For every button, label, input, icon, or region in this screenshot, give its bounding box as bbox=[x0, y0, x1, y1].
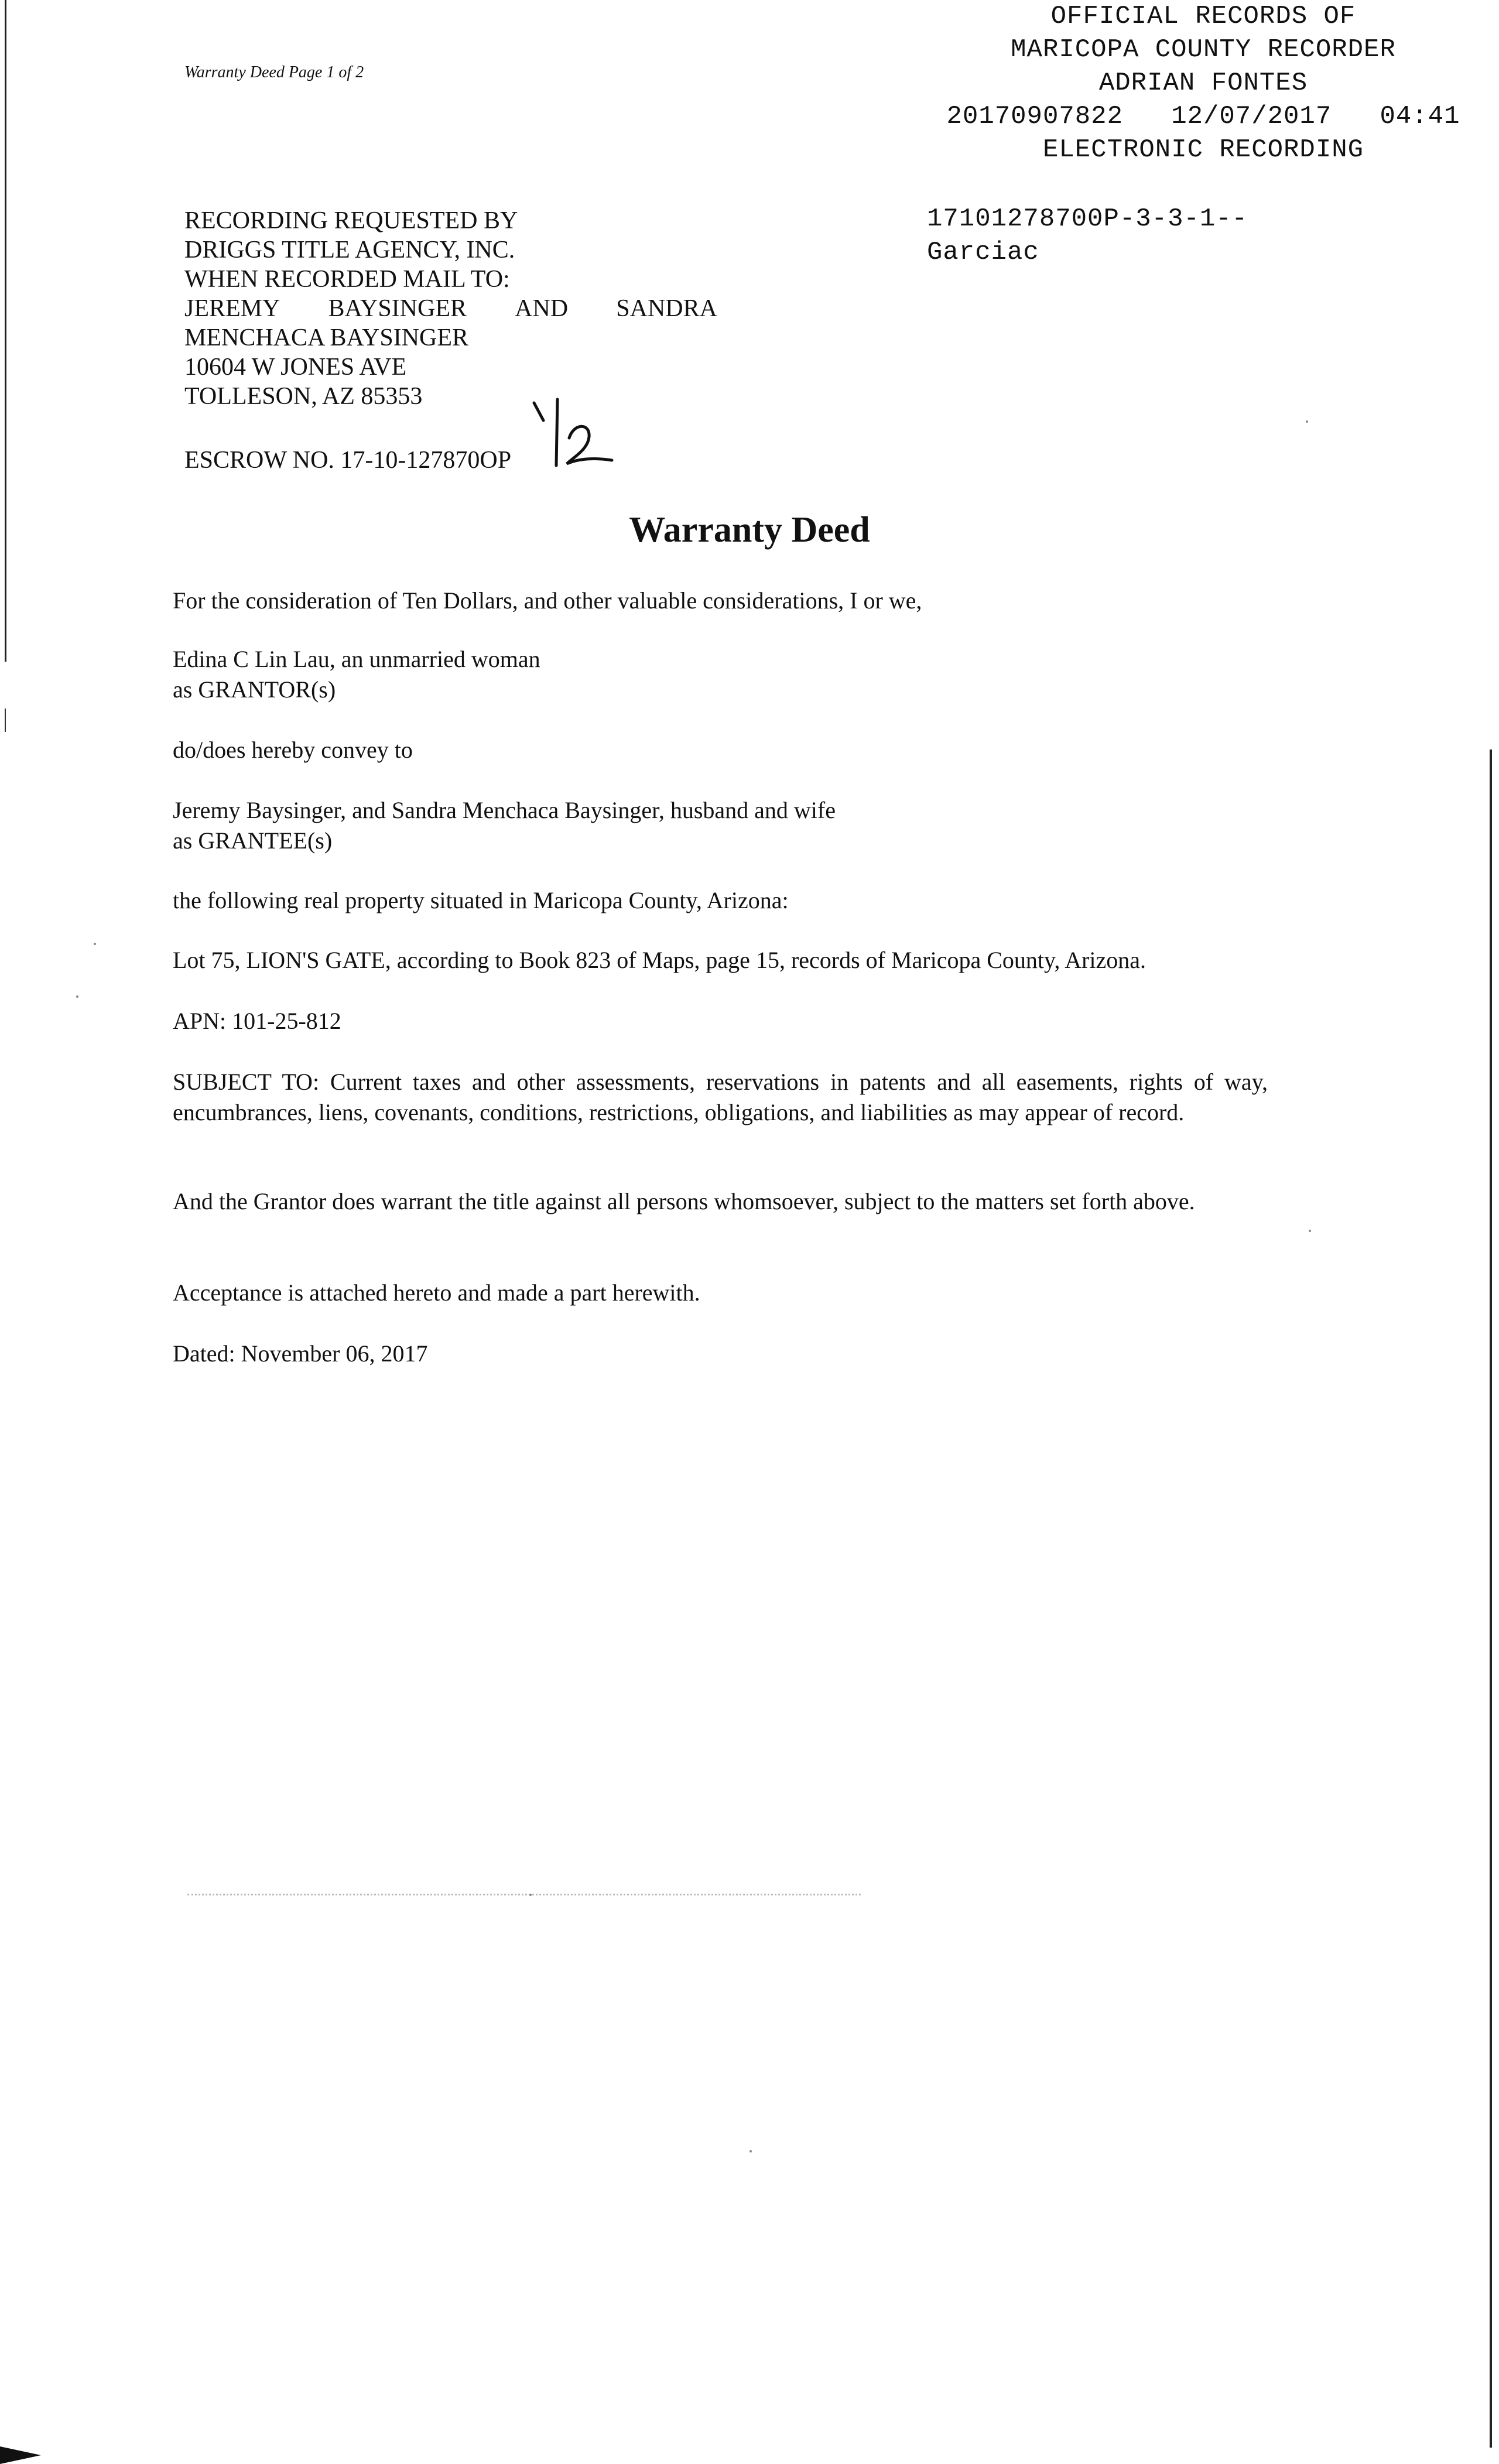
property-intro: the following real property situated in Maricopa County, Arizona: bbox=[173, 887, 789, 913]
scan-speck bbox=[1309, 1230, 1311, 1232]
document-code: 17101278700P-3-3-1-- bbox=[927, 204, 1248, 234]
mail-to-label: WHEN RECORDED MAIL TO: bbox=[184, 266, 510, 293]
clerk-id: Garciac bbox=[927, 238, 1039, 267]
scan-left-edge-line bbox=[5, 0, 6, 662]
page-header-label: Warranty Deed Page 1 of 2 bbox=[184, 63, 364, 81]
recorder-stamp-line: ADRIAN FONTES bbox=[1098, 69, 1308, 98]
dated-line: Dated: November 06, 2017 bbox=[173, 1340, 428, 1367]
mail-to-name-word: BAYSINGER bbox=[328, 295, 467, 322]
mail-to-address-line1: 10604 W JONES AVE bbox=[184, 354, 407, 381]
consideration-clause: For the consideration of Ten Dollars, and other valuable considerations, I or we, bbox=[173, 587, 922, 614]
grantor-role: as GRANTOR(s) bbox=[173, 676, 336, 703]
title-agency: DRIGGS TITLE AGENCY, INC. bbox=[184, 237, 515, 263]
document-code-block bbox=[927, 203, 1248, 269]
mail-to-address-line2: TOLLESON, AZ 85353 bbox=[184, 383, 423, 410]
scan-speck bbox=[94, 943, 96, 945]
recorder-stamp-line: MARICOPA COUNTY RECORDER bbox=[1011, 35, 1396, 64]
scan-right-edge-line bbox=[1490, 750, 1492, 2448]
grantee-name: Jeremy Baysinger, and Sandra Menchaca Baysinger, husband and wife bbox=[173, 797, 836, 823]
recording-number-line: 20170907822 12/07/2017 04:41 bbox=[946, 102, 1460, 131]
subject-to-clause: SUBJECT TO: Current taxes and other assessments, reservations in patents and all easements, rights of way, encumbrances, liens, covenants, conditions, restrictions, obligations, and liabilities as may appear of record. bbox=[173, 1069, 1268, 1125]
scan-dotted-artifact bbox=[187, 1894, 861, 1895]
acceptance-clause: Acceptance is attached hereto and made a part herewith. bbox=[173, 1279, 700, 1306]
mail-to-names bbox=[184, 294, 717, 323]
scan-speck bbox=[76, 995, 78, 998]
document-title: Warranty Deed bbox=[629, 510, 870, 550]
recorder-stamp-line: ELECTRONIC RECORDING bbox=[1042, 135, 1364, 165]
warranty-clause: And the Grantor does warrant the title against all persons whomsoever, subject to the matters set forth above. bbox=[173, 1188, 1195, 1214]
recording-info bbox=[184, 206, 717, 411]
apn: APN: 101-25-812 bbox=[173, 1008, 341, 1034]
convey-clause: do/does hereby convey to bbox=[173, 737, 413, 763]
recorder-stamp bbox=[922, 0, 1484, 167]
requested-by-label: RECORDING REQUESTED BY bbox=[184, 207, 518, 234]
handwritten-page-mark bbox=[515, 392, 621, 474]
escrow-number: ESCROW NO. 17-10-127870OP bbox=[184, 447, 512, 474]
scan-speck bbox=[750, 2150, 752, 2152]
mail-to-names-line2: MENCHACA BAYSINGER bbox=[184, 324, 469, 351]
mail-to-name-word: SANDRA bbox=[616, 295, 717, 322]
scan-corner-arrow bbox=[0, 2446, 41, 2464]
legal-description: Lot 75, LION'S GATE, according to Book 823 of Maps, page 15, records of Maricopa County, Arizona. bbox=[173, 947, 1147, 973]
scan-speck bbox=[529, 1894, 532, 1896]
recorder-stamp-line: OFFICIAL RECORDS OF bbox=[1050, 2, 1356, 31]
scan-left-edge-mark bbox=[5, 709, 6, 732]
mail-to-name-word: AND bbox=[515, 295, 569, 322]
grantee-role: as GRANTEE(s) bbox=[173, 827, 333, 854]
mail-to-name-word: JEREMY bbox=[184, 295, 280, 322]
scan-speck bbox=[1306, 420, 1308, 423]
grantor-name: Edina C Lin Lau, an unmarried woman bbox=[173, 646, 540, 672]
